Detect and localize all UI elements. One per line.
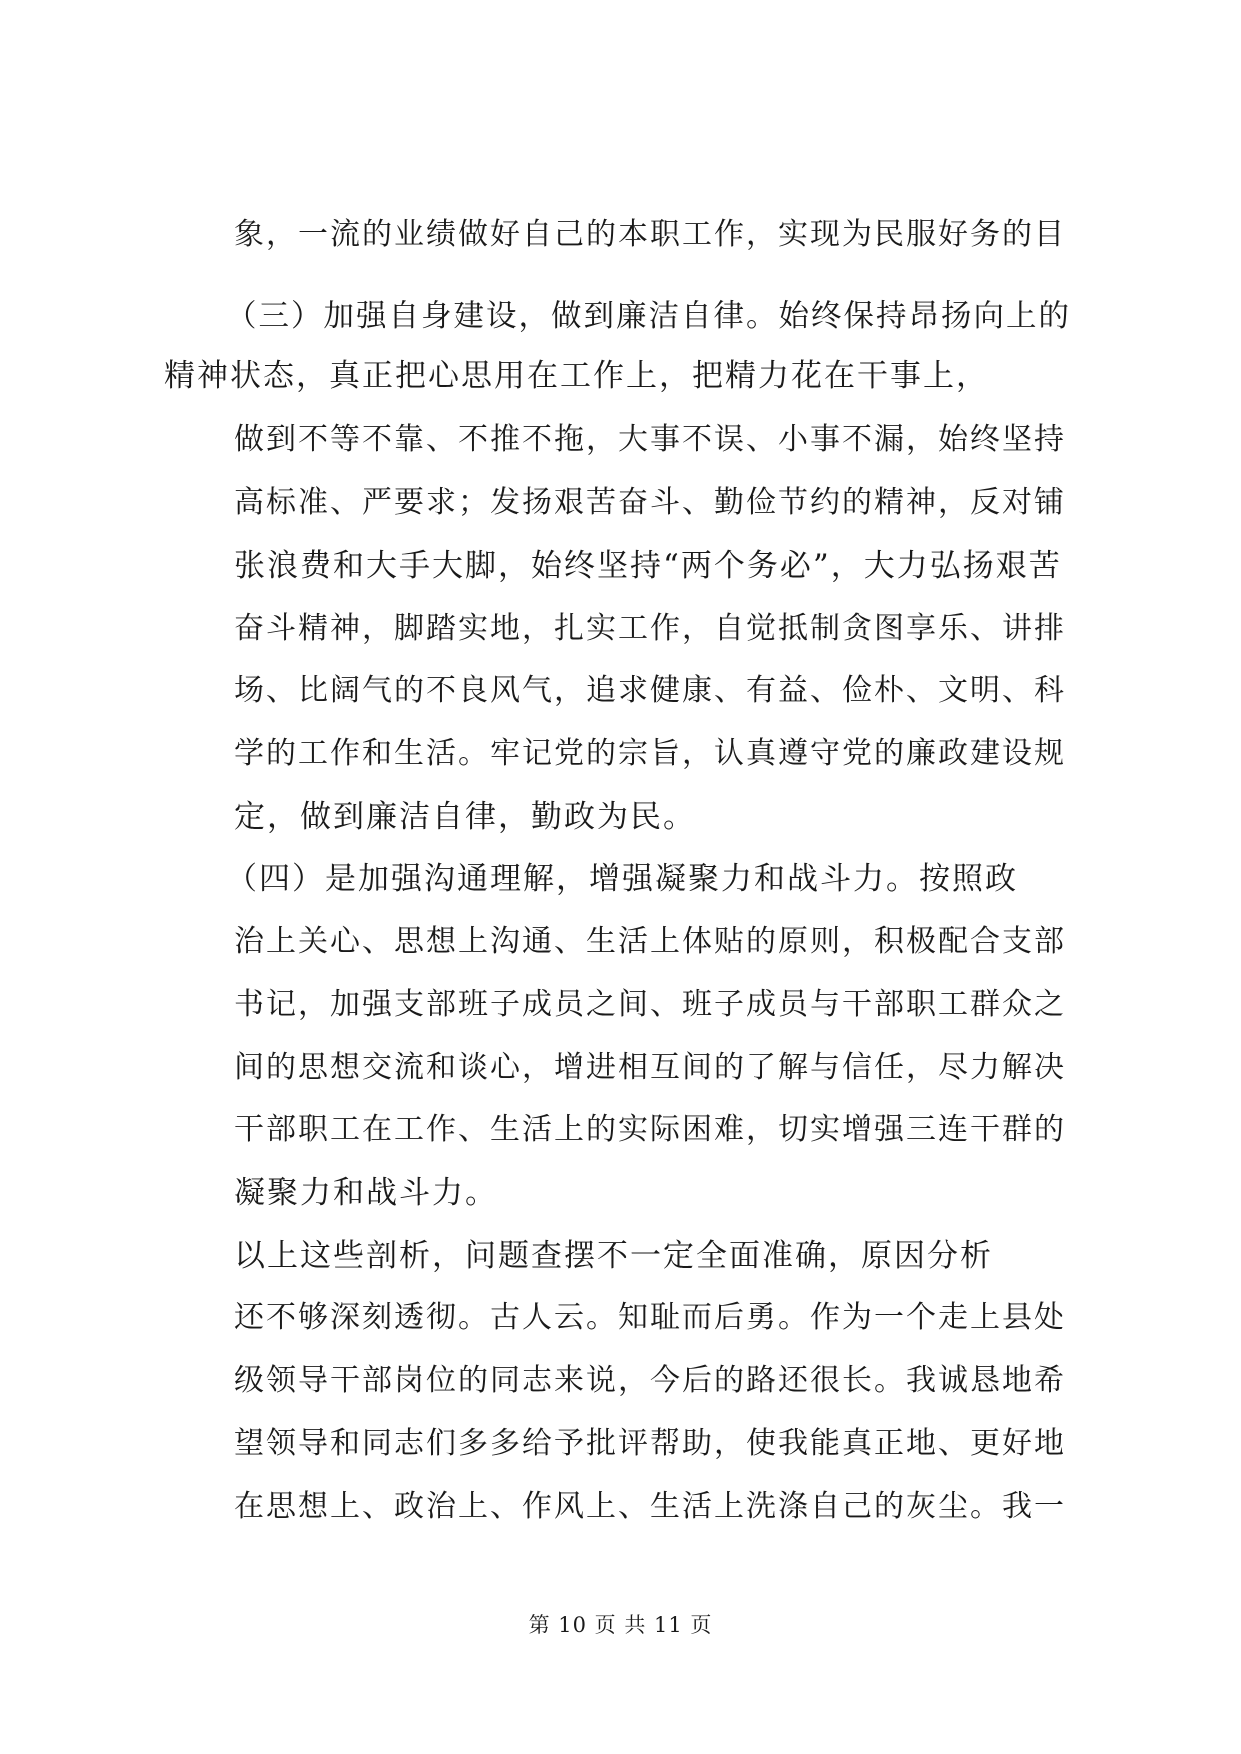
body-line: （三）加强自身建设，做到廉洁自律。始终保持昂扬向上的 [226,299,1071,334]
body-line: 做到不等不靠、不推不拖，大事不误、小事不漏，始终坚持 [234,422,1066,457]
body-line: 间的思想交流和谈心，增进相互间的了解与信任，尽力解决 [234,1050,1066,1085]
body-line: 级领导干部岗位的同志来说，今后的路还很长。我诚恳地希 [234,1363,1066,1398]
body-line: 在思想上、政治上、作风上、生活上洗涤自己的灰尘。我一 [234,1489,1066,1524]
body-line: 奋斗精神，脚踏实地，扎实工作，自觉抵制贪图享乐、讲排 [234,611,1066,646]
body-line: 凝聚力和战斗力。 [234,1175,498,1211]
body-line: 以上这些剖析，问题查摆不一定全面准确，原因分析 [234,1238,993,1274]
body-line: （四）是加强沟通理解，增强凝聚力和战斗力。按照政 [226,861,1018,897]
body-line: 干部职工在工作、生活上的实际困难，切实增强三连干群的 [234,1112,1066,1147]
body-line: 张浪费和大手大脚，始终坚持“两个务必”，大力弘扬艰苦 [234,548,1062,584]
page-number-footer: 第 10 页 共 11 页 [528,1613,713,1637]
body-line: 还不够深刻透彻。古人云。知耻而后勇。作为一个走上县处 [234,1300,1066,1335]
body-line: 学的工作和生活。牢记党的宗旨，认真遵守党的廉政建设规 [234,736,1066,771]
body-line: 治上关心、思想上沟通、生活上体贴的原则，积极配合支部 [234,924,1066,959]
body-line: 高标准、严要求；发扬艰苦奋斗、勤俭节约的精神，反对铺 [234,485,1066,520]
body-line: 象，一流的业绩做好自己的本职工作，实现为民服好务的目 [234,217,1066,252]
body-line: 精神状态，真正把心思用在工作上，把精力花在干事上， [164,358,989,394]
body-line: 书记，加强支部班子成员之间、班子成员与干部职工群众之 [234,987,1066,1022]
body-line: 定，做到廉洁自律，勤政为民。 [234,799,696,835]
body-line: 场、比阔气的不良风气，追求健康、有益、俭朴、文明、科 [234,673,1066,708]
body-line: 望领导和同志们多多给予批评帮助，使我能真正地、更好地 [234,1426,1066,1461]
